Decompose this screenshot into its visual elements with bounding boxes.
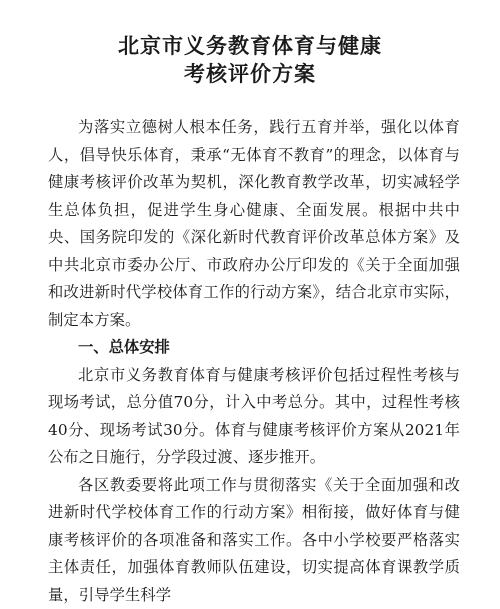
section-heading-overall-arrangement: 一、总体安排 [48, 334, 460, 362]
section1-paragraph-1: 北京市义务教育体育与健康考核评价包括过程性考核与现场考试，总分值70分，计入中考总分。其中，过程性考核40分、现场考试30分。体育与健康考核评价方案从2021年公布之日施行，分学段过渡、逐步推开。 [48, 362, 460, 472]
section1-paragraph-2: 各区教委要将此项工作与贯彻落实《关于全面加强和改进新时代学校体育工作的行动方案》相衔接，做好体育与健康考核评价的各项准备和落实工作。各中小学校要严格落实主体责任，加强体育教师队伍建设，切实提高体育课教学质量，引导学生科学 [48, 472, 460, 609]
document-title-line2: 考核评价方案 [0, 60, 500, 114]
intro-paragraph: 为落实立德树人根本任务，践行五育并举，强化以体育人，倡导快乐体育，秉承“无体育不教育”的理念，以体育与健康考核评价改革为契机，深化教育教学改革，切实减轻学生总体负担，促进学生身心健康、全面发展。根据中共中央、国务院印发的《深化新时代教育评价改革总体方案》及中共北京市委办公厅、市政府办公厅印发的《关于全面加强和改进新时代学校体育工作的行动方案》，结合北京市实际，制定本方案。 [48, 114, 460, 334]
document-body [0, 114, 500, 609]
document-title-line1: 北京市义务教育体育与健康 [0, 0, 500, 60]
